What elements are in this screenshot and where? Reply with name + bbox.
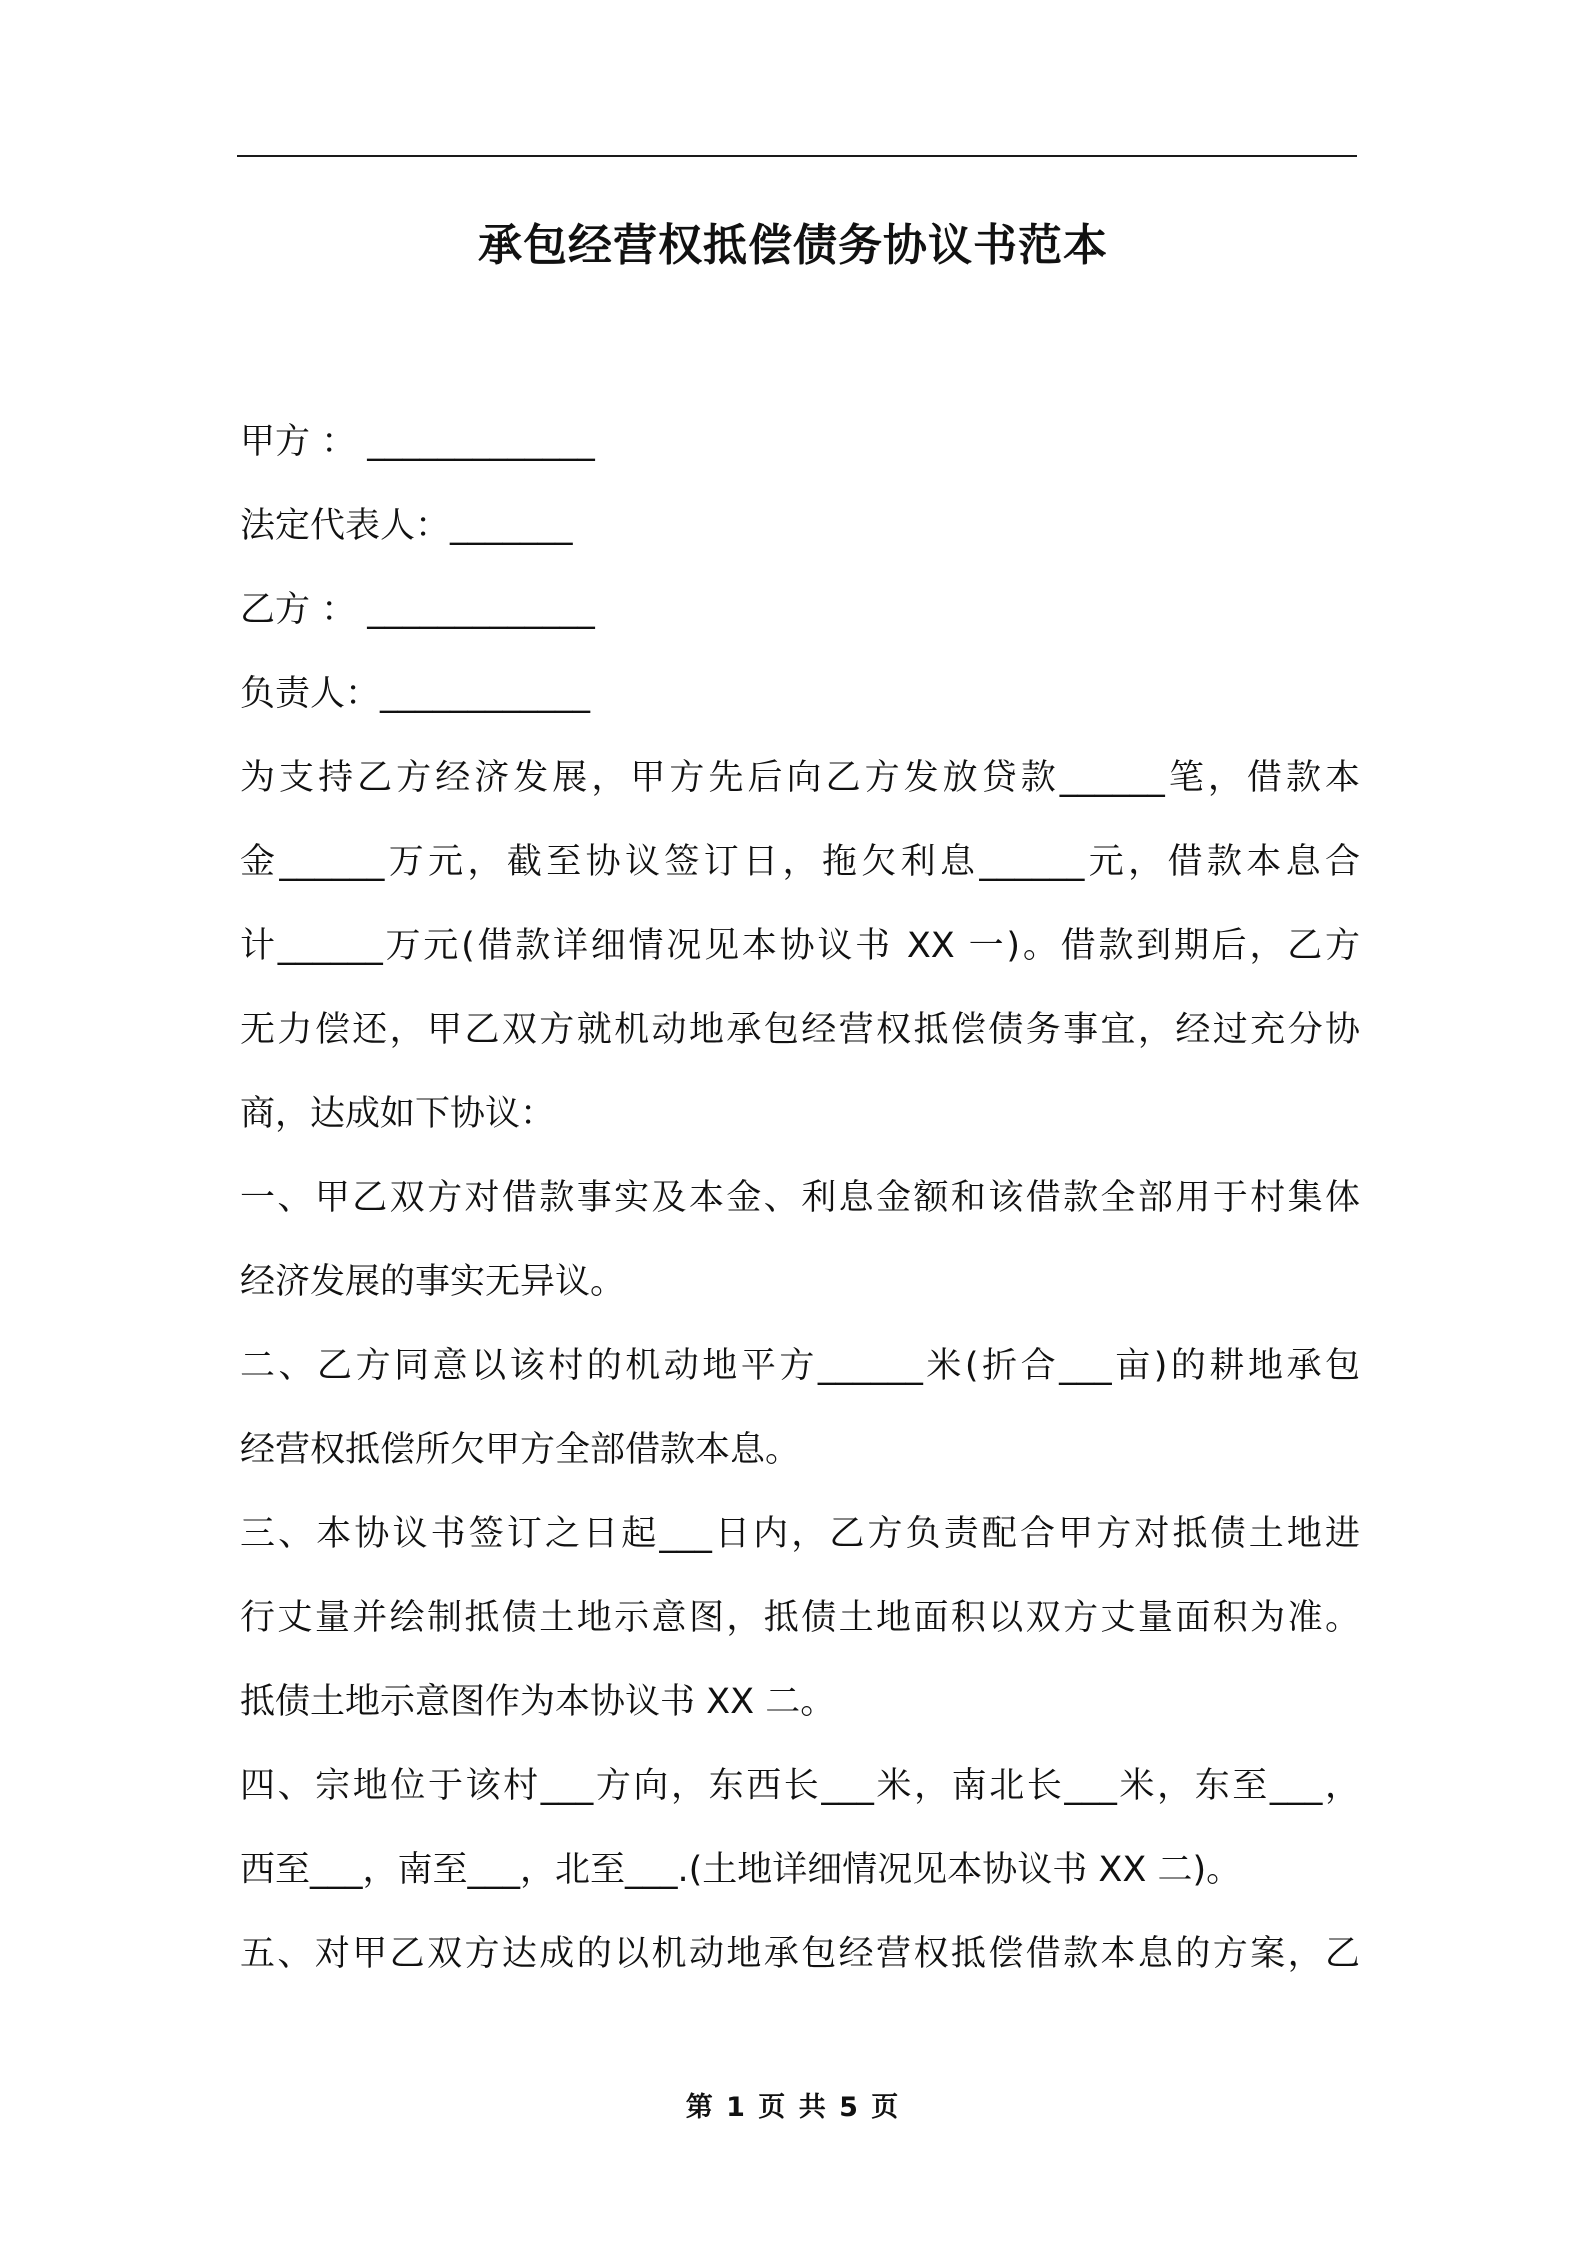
clause-2-line: 经营权抵偿所欠甲方全部借款本息。 bbox=[240, 1430, 801, 1470]
header-rule bbox=[237, 155, 1357, 157]
party-b-line: 乙方 ： _____________ bbox=[240, 590, 595, 630]
paragraph-line: 无力偿还，甲乙双方就机动地承包经营权抵偿债务事宜，经过充分协 bbox=[240, 1010, 1360, 1050]
clause-4-line: 西至___，南至___，北至___.(土地详细情况见本协议书 XX 二)。 bbox=[240, 1850, 1242, 1890]
clause-3-line: 抵债土地示意图作为本协议书 XX 二。 bbox=[240, 1682, 836, 1722]
paragraph-line: 计______万元(借款详细情况见本协议书 XX 一)。借款到期后，乙方 bbox=[240, 926, 1360, 966]
document-body bbox=[240, 400, 1360, 1996]
clause-3-line: 三、本协议书签订之日起___日内，乙方负责配合甲方对抵债土地进 bbox=[240, 1514, 1360, 1554]
clause-1-line: 一、甲乙双方对借款事实及本金、利息金额和该借款全部用于村集体 bbox=[240, 1178, 1360, 1218]
paragraph-line: 金______万元，截至协议签订日，拖欠利息______元，借款本息合 bbox=[240, 842, 1360, 882]
responsible-person-line: 负责人：____________ bbox=[240, 674, 591, 714]
clause-2-line: 二、乙方同意以该村的机动地平方______米(折合___亩)的耕地承包 bbox=[240, 1346, 1360, 1386]
clause-1-line: 经济发展的事实无异议。 bbox=[240, 1262, 626, 1302]
party-a-line: 甲方 ： _____________ bbox=[240, 422, 595, 462]
paragraph-line: 商，达成如下协议： bbox=[240, 1094, 556, 1134]
clause-3-line: 行丈量并绘制抵债土地示意图，抵债土地面积以双方丈量面积为准。 bbox=[240, 1598, 1360, 1638]
clause-4-line: 四、宗地位于该村___方向，东西长___米，南北长___米，东至___， bbox=[240, 1766, 1360, 1806]
legal-representative-line: 法定代表人：_______ bbox=[240, 506, 573, 546]
document-title: 承包经营权抵偿债务协议书范本 bbox=[478, 220, 1108, 271]
page-number: 第 1 页 共 5 页 bbox=[685, 2092, 901, 2123]
paragraph-line: 为支持乙方经济发展，甲方先后向乙方发放贷款______笔，借款本 bbox=[240, 758, 1360, 798]
clause-5-line: 五、对甲乙双方达成的以机动地承包经营权抵偿借款本息的方案，乙 bbox=[240, 1934, 1360, 1974]
